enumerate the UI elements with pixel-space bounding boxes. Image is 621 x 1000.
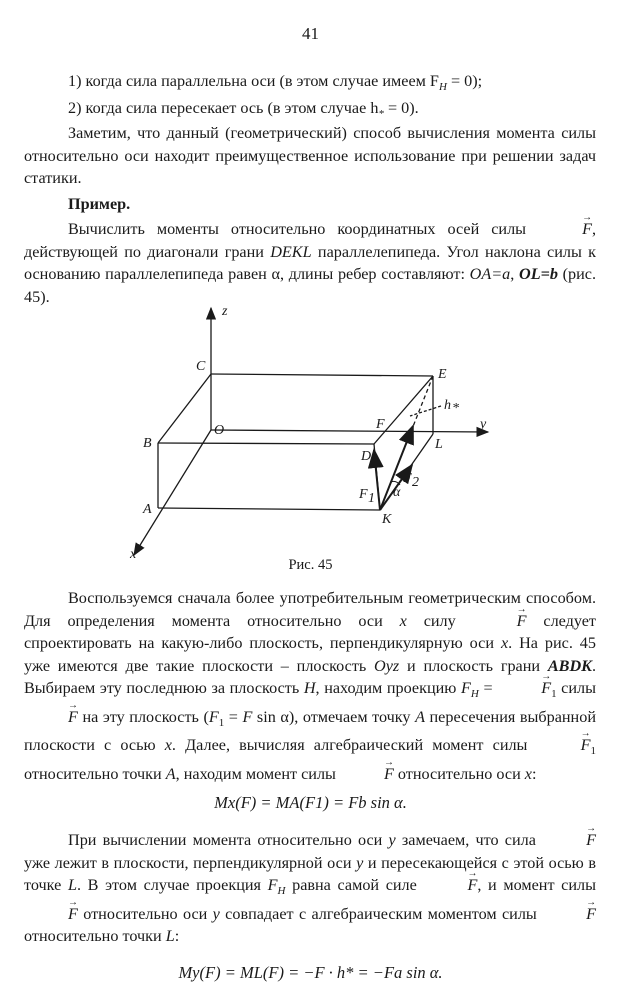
- list-item-1: 1) когда сила параллельна оси (в этом случае имеем $F_H = 0$);: [68, 72, 483, 94]
- edge-ED: [374, 376, 433, 444]
- label-F2: F: [403, 471, 412, 486]
- formula-my: My(F) = ML(F) = −F · h* = −Fa sin α.: [178, 963, 443, 982]
- parallelepiped-diagram: [110, 300, 510, 560]
- body-paragraph-1: Воспользуемся сначала более употребительным геометрическим способом. Для определения момента относительно оси x силу → F следует спроектировать на какую-либо плоскость, перпендикулярную оси x. На рис. 45 уже имеются две такие плоскости – плоскость Oyz и плоскость грани ABDK. Выбираем эту последнюю за плоскость H, находим проекцию $F_H$ = → $F_1$ силы → F на эту плоскость ($F_1 = F$ sin α), отмечаем точку A пересечения выбранной плоскости с осью x. Далее, вычисляя алгебраический момент силы → $F_1$ относительно точки A, находим момент силы → F относительно оси x:: [24, 587, 596, 786]
- body-paragraph-2: При вычислении момента относительно оси y замечаем, что сила → F уже лежит в плоскости, перпендикулярной оси y и пересекающейся с этой осью в точке L. В этом случае проекция $F_H$ равна самой силе → F, и момент силы → F относительно оси y совпадает с алгебраическим моментом силы → F относительно точки L:: [24, 829, 596, 948]
- label-x: x: [130, 547, 137, 560]
- label-C: C: [196, 359, 206, 374]
- label-E: E: [438, 367, 447, 382]
- label-F1: F: [359, 487, 368, 502]
- label-L: L: [435, 437, 443, 452]
- formula-mx: Mx(F) = MA(F1) = Fb sin α.: [214, 793, 407, 812]
- label-h: h: [444, 398, 451, 413]
- label-F: F: [376, 417, 385, 432]
- list-item-2: 2) когда сила пересекает ось (в этом случае $h_* = 0$).: [68, 99, 419, 121]
- label-A: A: [143, 502, 152, 517]
- label-B: B: [143, 436, 152, 451]
- label-F1-sub: 1: [368, 491, 375, 506]
- page-number: 41: [302, 24, 319, 43]
- figure-45: [110, 300, 510, 565]
- y-axis: [211, 430, 488, 432]
- label-z: z: [222, 304, 228, 319]
- edge-BD: [158, 443, 374, 444]
- h-perpendicular: [410, 406, 441, 416]
- example-paragraph: Вычислить моменты относительно координатных осей силы → F, действующей по диагонали грани DEKL параллелепипеда. Угол наклона силы к основанию параллелепипеда равен α, длины ребер составляют: OA=a, OL=b (рис. 45).: [24, 218, 596, 308]
- label-D: D: [361, 449, 372, 464]
- edge-CE: [211, 374, 433, 376]
- label-F2-sub: 2: [412, 475, 419, 490]
- label-h-sub: *: [452, 401, 459, 416]
- label-O: O: [214, 423, 225, 438]
- edge-AK: [158, 508, 380, 510]
- label-alpha: α: [393, 485, 401, 500]
- label-y: y: [480, 417, 487, 432]
- remark-paragraph: Заметим, что данный (геометрический) способ вычисления момента силы относительно оси находит преимущественное использование при решении задач статики.: [24, 124, 596, 187]
- edge-CB: [158, 374, 211, 443]
- label-K: K: [382, 512, 392, 527]
- example-heading: Пример.: [68, 195, 131, 213]
- figure-caption: Рис. 45: [288, 557, 333, 573]
